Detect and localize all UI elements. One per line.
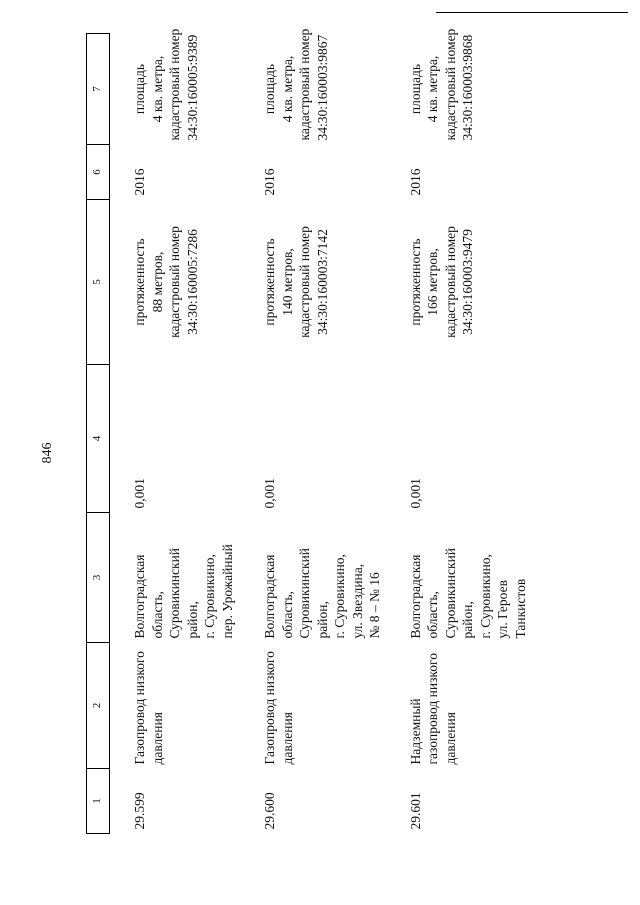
object-name: Газопровод низкого давления [132, 651, 165, 765]
col-header-2: 2 [87, 643, 110, 769]
col-header-4: 4 [87, 365, 110, 513]
col-header-1: 1 [87, 769, 110, 834]
year: 2016 [132, 168, 147, 196]
value: 0,001 [407, 478, 423, 509]
col-header-5: 5 [87, 200, 110, 365]
length-info: протяженность 88 метров, кадастровый номер 34:30:160005:7286 [132, 226, 200, 338]
value: 0,001 [132, 478, 147, 509]
length-info: протяженность 166 метров, кадастровый номер 34:30:160003:9479 [407, 226, 475, 338]
row-number: 29.599 [132, 792, 147, 830]
area-info: площадь 4 кв. метра, кадастровый номер 34:30:160003:9867 [262, 28, 330, 141]
area-info: площадь 4 кв. метра, кадастровый номер 34:30:160003:9868 [407, 28, 475, 141]
length-info: протяженность 140 метров, кадастровый номер 34:30:160003:7142 [262, 226, 330, 338]
year: 2016 [262, 168, 277, 196]
year: 2016 [407, 168, 423, 196]
col-header-3: 3 [87, 513, 110, 643]
row-number: 29.600 [262, 792, 277, 830]
page-number: 846 [40, 442, 55, 464]
top-rule [436, 12, 628, 13]
object-name: Газопровод низкого давления [262, 651, 295, 765]
registry-table [86, 28, 531, 834]
registry-table-rotated [86, 28, 528, 834]
address: Волгоградская область, Суровикинский район, г. Суровикино, ул. Героев Танкистов [407, 547, 528, 639]
table-row [386, 34, 532, 834]
header-row [87, 34, 110, 834]
table-row [110, 34, 241, 834]
address: Волгоградская область, Суровикинский район, г. Суровикино, ул. Звездина, № 8 – № 16 [262, 547, 382, 639]
area-info: площадь 4 кв. метра, кадастровый номер 34:30:160005:9389 [132, 28, 200, 141]
table-row [240, 34, 386, 834]
row-number: 29.601 [407, 792, 423, 830]
col-header-7: 7 [87, 34, 110, 145]
object-name: Надземный газопровод низкого давления [407, 652, 458, 765]
value: 0,001 [262, 478, 277, 509]
address: Волгоградская область, Суровикинский район, г. Суровикино, пер. Урожайный [132, 544, 235, 639]
col-header-6: 6 [87, 145, 110, 200]
